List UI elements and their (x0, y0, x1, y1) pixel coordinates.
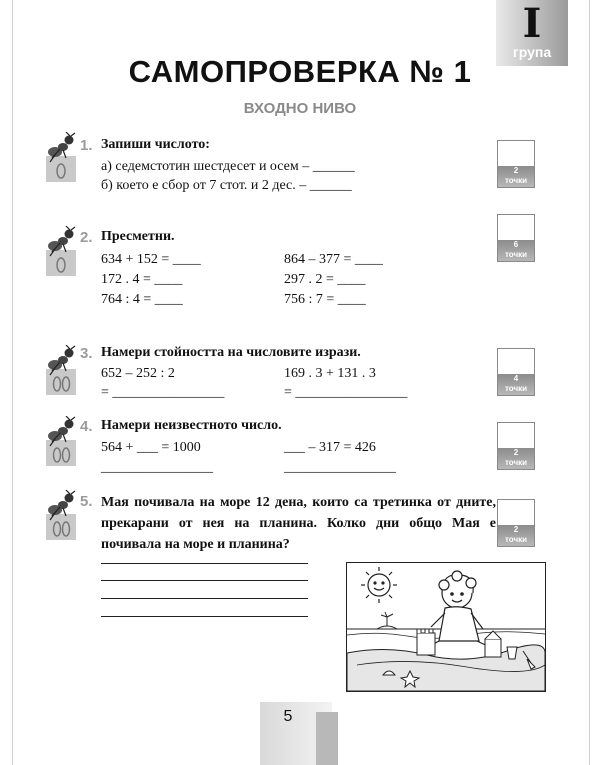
task-4-right-2: ________________ (284, 460, 396, 475)
ant-icon (46, 132, 76, 182)
score-points-value: 2 (513, 166, 519, 175)
score-points-label: точки (504, 384, 528, 393)
task-3-heading: Намери стойността на числовите изрази. (101, 345, 361, 360)
task-3-right-1: 169 . 3 + 131 . 3 (284, 366, 376, 381)
task-1-line-b: б) което е сбор от 7 стот. и 2 дес. – ______ (101, 178, 352, 193)
task-3-right-2: = ________________ (284, 385, 408, 400)
task-5-number: 5. (80, 493, 93, 510)
answer-line[interactable] (101, 580, 308, 581)
task-4-score-box[interactable] (497, 422, 535, 470)
task-2-right-1: 864 – 377 = ____ (284, 252, 383, 267)
score-label (498, 240, 534, 261)
task-2-right-3: 756 : 7 = ____ (284, 292, 366, 307)
ant-icon (46, 226, 76, 276)
ant-icon (46, 345, 76, 395)
task-3-score-box[interactable] (497, 348, 535, 396)
beach-illustration (346, 562, 546, 692)
task-4-number: 4. (80, 418, 93, 435)
score-points-label: точки (504, 250, 528, 259)
task-1-number: 1. (80, 137, 93, 154)
score-points-label: точки (504, 176, 528, 185)
ant-icon (46, 416, 76, 466)
task-3-left-2: = ________________ (101, 385, 225, 400)
task-2-number: 2. (80, 229, 93, 246)
answer-line[interactable] (101, 616, 308, 617)
score-label (498, 448, 534, 469)
task-2-left-3: 764 : 4 = ____ (101, 292, 183, 307)
score-points-value: 4 (513, 374, 519, 383)
task-1-heading: Запиши числото: (101, 137, 210, 152)
page-title: САМОПРОВЕРКА № 1 (128, 54, 472, 89)
group-label: група (512, 44, 552, 60)
task-2-heading: Пресметни. (101, 229, 175, 244)
task-2-left-1: 634 + 152 = ____ (101, 252, 201, 267)
score-points-label: точки (504, 458, 528, 467)
score-points-label: точки (504, 535, 528, 544)
group-number: I (522, 0, 542, 47)
task-5-score-box[interactable] (497, 499, 535, 547)
score-input-area[interactable] (498, 141, 534, 166)
page-number: 5 (283, 708, 293, 725)
task-1-score-box[interactable] (497, 140, 535, 188)
score-input-area[interactable] (498, 349, 534, 374)
task-4-left-1: 564 + ___ = 1000 (101, 440, 201, 455)
page-number-shadow (316, 712, 338, 765)
task-4-right-1: ___ – 317 = 426 (284, 440, 376, 455)
score-input-area[interactable] (498, 215, 534, 240)
task-2-left-2: 172 . 4 = ____ (101, 272, 183, 287)
score-input-area[interactable] (498, 423, 534, 448)
sun-icon (361, 567, 397, 603)
score-label (498, 525, 534, 546)
score-points-value: 2 (513, 448, 519, 457)
answer-line[interactable] (101, 563, 308, 564)
ant-icon (46, 490, 76, 540)
task-3-left-1: 652 – 252 : 2 (101, 366, 175, 381)
task-4-left-2: ________________ (101, 460, 213, 475)
score-input-area[interactable] (498, 500, 534, 525)
task-4-heading: Намери неизвестното число. (101, 418, 282, 433)
answer-line[interactable] (101, 598, 308, 599)
task-2-right-2: 297 . 2 = ____ (284, 272, 366, 287)
task-2-score-box[interactable] (497, 214, 535, 262)
task-1-line-a: а) седемстотин шестдесет и осем – ______ (101, 159, 355, 174)
score-points-value: 6 (513, 240, 519, 249)
task-3-number: 3. (80, 345, 93, 362)
task-5-text: Мая почивала на море 12 дена, които са третинка от дните, прекарани от нея на планина. Колко дни общо Мая е почивала на море и планина? (101, 495, 496, 552)
score-label (498, 374, 534, 395)
score-points-value: 2 (513, 525, 519, 534)
page-subtitle: ВХОДНО НИВО (243, 100, 357, 117)
score-label (498, 166, 534, 187)
